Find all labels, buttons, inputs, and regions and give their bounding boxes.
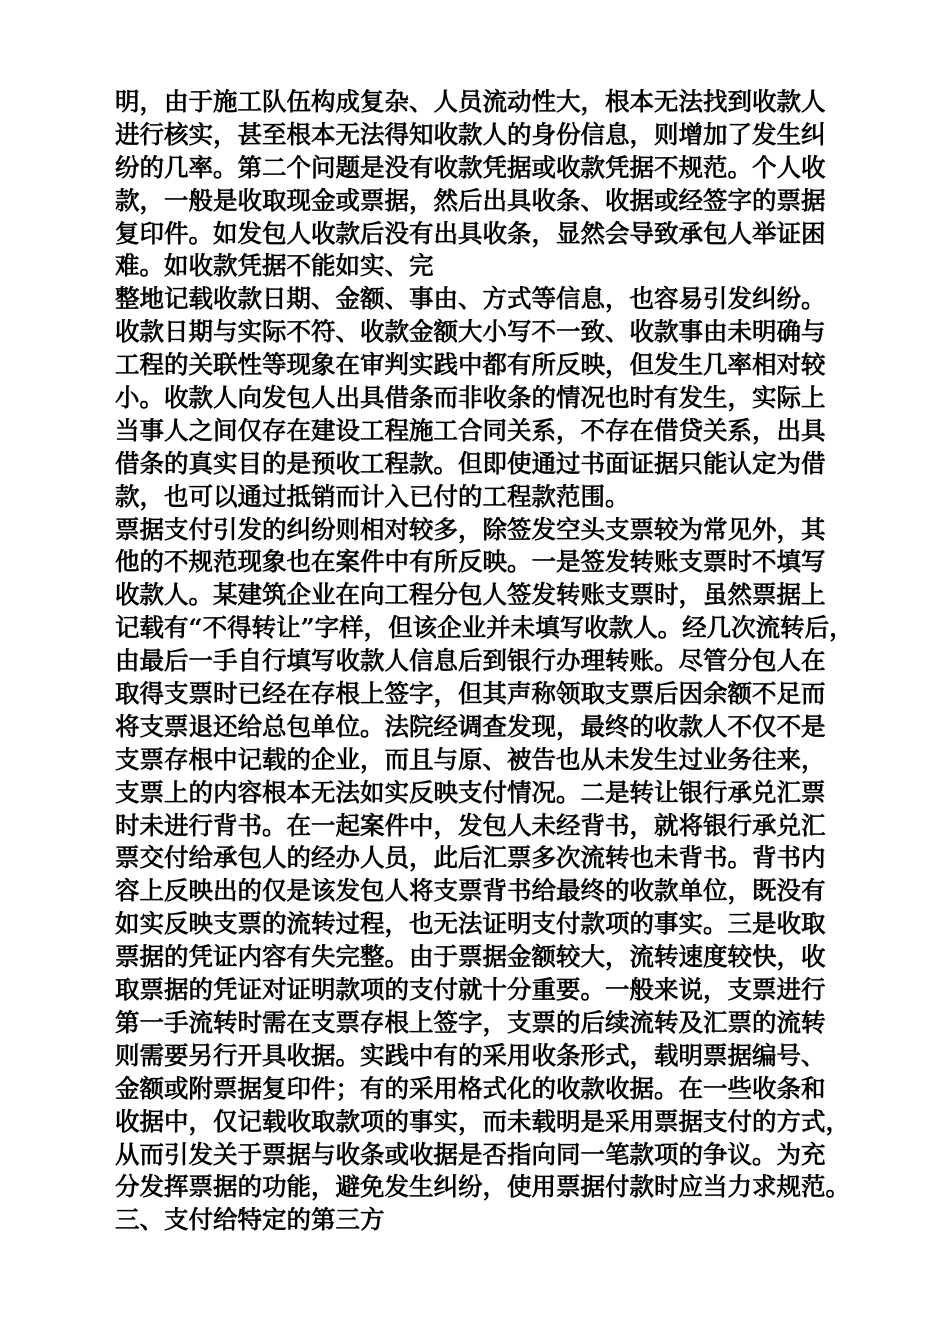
text-line: 收款日期与实际不符、收款金额大小写不一致、收款事由未明确与 — [115, 317, 826, 347]
text-line: 从而引发关于票据与收条或收据是否指向同一笔款项的争议。为充 — [115, 1139, 826, 1169]
text-line: 分发挥票据的功能，避免发生纠纷，使用票据付款时应当力求规范。 — [115, 1172, 850, 1202]
body-text — [115, 86, 854, 1237]
text-line: 取票据的凭证对证明款项的支付就十分重要。一般来说，支票进行 — [115, 975, 826, 1005]
text-line: 整地记载收款日期、金额、事由、方式等信息，也容易引发纠纷。 — [115, 284, 826, 314]
text-line: 收款人。某建筑企业在向工程分包人签发转账支票时，虽然票据上 — [115, 580, 826, 610]
text-line: 工程的关联性等现象在审判实践中都有所反映，但发生几率相对较 — [115, 350, 826, 380]
section-heading: 三、支付给特定的第三方 — [115, 1205, 385, 1235]
text-line: 复印件。如发包人收款后没有出具收条，显然会导致承包人举证困 — [115, 218, 826, 248]
text-line: 将支票退还给总包单位。法院经调查发现，最终的收款人不仅不是 — [115, 711, 826, 741]
text-line: 进行核实，甚至根本无法得知收款人的身份信息，则增加了发生纠 — [115, 119, 826, 149]
text-line: 票据支付引发的纠纷则相对较多，除签发空头支票较为常见外，其 — [115, 514, 826, 544]
text-line: 款，一般是收取现金或票据，然后出具收条、收据或经签字的票据 — [115, 185, 826, 215]
text-line: 小。收款人向发包人出具借条而非收条的情况也时有发生，实际上 — [115, 383, 826, 413]
text-line: 收据中，仅记载收取款项的事实，而未载明是采用票据支付的方式， — [115, 1106, 850, 1136]
text-line: 他的不规范现象也在案件中有所反映。一是签发转账支票时不填写 — [115, 547, 826, 577]
text-line: 第一手流转时需在支票存根上签字，支票的后续流转及汇票的流转 — [115, 1007, 826, 1037]
text-line: 取得支票时已经在存根上签字，但其声称领取支票后因余额不足而 — [115, 679, 826, 709]
text-line: 借条的真实目的是预收工程款。但即使通过书面证据只能认定为借 — [115, 448, 826, 478]
text-line: 金额或附票据复印件；有的采用格式化的收款收据。在一些收条和 — [115, 1073, 826, 1103]
text-line: 当事人之间仅存在建设工程施工合同关系，不存在借贷关系，出具 — [115, 415, 826, 445]
text-line: 由最后一手自行填写收款人信息后到银行办理转账。尽管分包人在 — [115, 646, 826, 676]
text-line: 纷的几率。第二个问题是没有收款凭据或收款凭据不规范。个人收 — [115, 152, 826, 182]
text-line: 支票存根中记载的企业，而且与原、被告也从未发生过业务往来， — [115, 744, 826, 774]
text-line: 票交付给承包人的经办人员，此后汇票多次流转也未背书。背书内 — [115, 843, 826, 873]
text-line: 款，也可以通过抵销而计入已付的工程款范围。 — [115, 481, 630, 511]
text-line: 容上反映出的仅是该发包人将支票背书给最终的收款单位，既没有 — [115, 876, 826, 906]
text-line: 如实反映支票的流转过程，也无法证明支付款项的事实。三是收取 — [115, 909, 826, 939]
text-line: 记载有“不得转让”字样，但该企业并未填写收款人。经几次流转后， — [115, 613, 854, 643]
text-line: 难。如收款凭据不能如实、完 — [115, 251, 434, 281]
text-line: 则需要另行开具收据。实践中有的采用收条形式，载明票据编号、 — [115, 1040, 826, 1070]
text-line: 明，由于施工队伍构成复杂、人员流动性大，根本无法找到收款人 — [115, 87, 826, 116]
text-line: 支票上的内容根本无法如实反映支付情况。二是转让银行承兑汇票 — [115, 777, 826, 807]
text-line: 票据的凭证内容有失完整。由于票据金额较大，流转速度较快，收 — [115, 942, 826, 972]
text-line: 时未进行背书。在一起案件中，发包人未经背书，就将银行承兑汇 — [115, 810, 826, 840]
